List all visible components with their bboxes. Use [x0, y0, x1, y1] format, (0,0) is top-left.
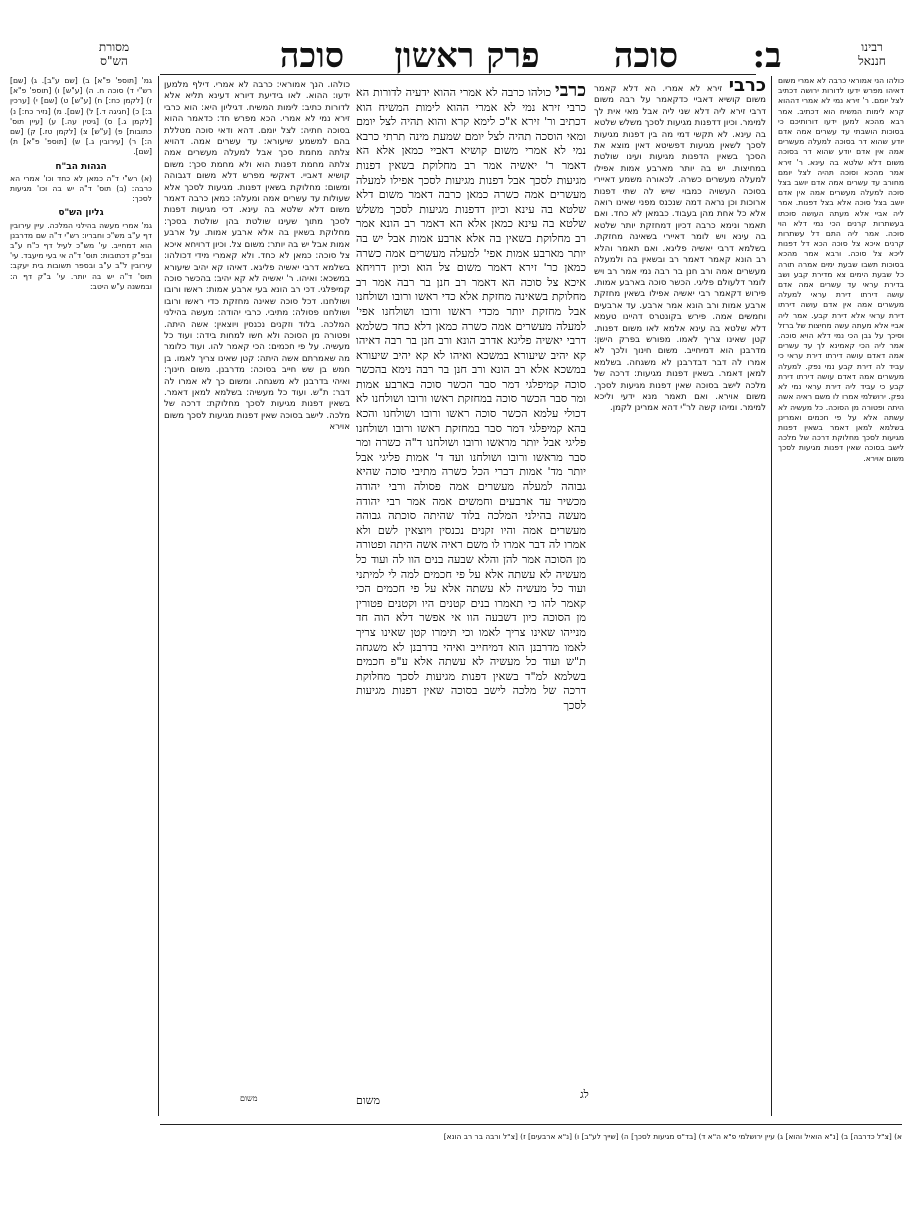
margin-notes-column: [10, 76, 152, 1112]
daf-number: ב:: [752, 36, 782, 76]
rashi-column: [164, 80, 350, 1080]
catchword: משום: [356, 1094, 380, 1107]
hagahot-habach-body: (א) רש"י ד"ה כמאן לא כחד וכו' אמרי הא כרבה: (ב) תוס' ד"ה יש בה וכו' מגיעות לסכך:: [10, 173, 152, 204]
tractate-name-left: סוכה: [279, 36, 345, 76]
masoret-hashas-label: מסורת הש"ס: [98, 40, 130, 68]
tractate-name-right: סוכה: [613, 36, 679, 76]
page-header: [0, 30, 914, 74]
masoret-hashas-body: גמ' [תוספ' פ"א] ב) [שם ע"ב]. ג) [שם] רש"י ד) סוכה ח. ה) [ע"ש] ו) [תוספ' פ"א] ז) [לקמן כח:] ח) [ע"ש] ט) [שם] י) [ערכין ב:] כ) [חגיגה ד.] ל) [שם]. מ) [נזיר כח:] נ) [לקמן ג.] ס) [גיטין עה.] ע) [עיין תוס' כתובות] פ) [ע"ש] צ) [לקמן טז.] ק) [שם ה:] ר) [עירובין ג.] ש) [תוספ' פ"א] ת) [שם].: [10, 76, 152, 157]
gemara-paragraph: [356, 84, 586, 714]
gilyon-hashas-title: גליון הש"ס: [58, 208, 104, 219]
tosafot-opening-word: כרבי: [728, 80, 766, 96]
page-marker: לג: [580, 1088, 589, 1101]
column-divider: [771, 76, 772, 1116]
header-rule: [160, 74, 756, 75]
tosafot-paragraph: [594, 80, 766, 415]
footnote-rule: [160, 1124, 902, 1125]
column-divider: [158, 76, 159, 1116]
gemara-column: [356, 84, 586, 1084]
rabbeinu-chananel-column: [778, 76, 904, 1112]
gemara-body: כולהו כרבה לא אמרי ההוא ידעיה לדורות הא כרבי זירא נמי לא אמרי ההוא לימות המשיח הוא דכתיב ור' זירא א"כ לימא קרא והוא תהיה לצל יומם ומאי הוסכה תהיה לצל יומם שמעת מינה תרתי כרבא נמי לא אמרי משום קושיא דאביי כמאן אלא הא דאמר ר' יאשיה אמר רב מחלוקת בשאין דפנות מגיעות לסכך אבל דפנות מגיעות לסכך אפילו למעלה מעשרים אמה כשרה כמאן כרבה דאמר משום דלא שלטא בה עינא וכיון דדפנות מגיעות לסכך משלש שלטא בה עינא כמאן אלא הא דאמר רב הונא אמר רב מחלוקת בשאין בה אלא ארבע אמות אבל יש בה יותר מארבע אמות אפי' למעלה מעשרים אמה כשרה כמאן כר' זירא דאמר משום צל הוא וכיון דרויחא איכא צל סוכה הא דאמר רב חנן בר רבה אמר רב מחלוקת בשאינה מחזקת אלא כדי ראשו ורובו ושולחנו אבל מחזקת יותר מכדי ראשו ורובו ושולחנו אפי' למעלה מעשרים אמה כשרה כמאן דלא כחד כשלמא דרבי יאשיה פליגא אדרב הונא ורב חנן בר רבה דאיהו קא יהיב שיעורא במשכא ואיהו לא קא יהיב שיעורא במשכא אלא רב הונא ורב חנן בר רבה נימא בהכשר סוכה קמיפלגי דמר סבר הכשר סוכה בארבע אמות ומר סבר הכשר סוכה במחזקת ראשו ורובו ושולחנו לא דכולי עלמא הכשר סוכה ראשו ורובו ושולחנו והכא בהא קמיפלגי דמר סבר במחזקת ראשו ורובו ושולחנו פליגי אבל יותר מראשו ורובו ושולחנו ד"ה כשרה ומר סבר מראשו ורובו ושולחנו ועד ד' אמות פליגי אבל יותר מד' אמות דברי הכל כשרה מתיבי סוכה שהיא גבוהה למעלה מעשרים אמה פסולה ורבי יהודה מכשיר עד ארבעים וחמשים אמה אמר רבי יהודה מעשה בהילני המלכה בלוד שהיתה סוכתה גבוהה מעשרים אמה והיו זקנים נכנסין ויוצאין לשם ולא אמרו לה דבר אמרו לו משם ראיה אשה היתה ופטורה מן הסוכה אמר להן והלא שבעה בנים הוו לה ועוד כל מעשיה לא עשתה אלא על פי חכמים למה לי למיתני ועוד כל מעשיה לא עשתה אלא על פי חכמים הכי קאמר להו כי תאמרו בנים קטנים היו וקטנים פטורין מן הסוכה כיון דשבעה הוו אי אפשר דלא הוה חד מנייהו שאינו צריך לאמו וכי תימרו קטן שאינו צריך לאמו מדרבנן הוא דמיחייב ואיהי בדרבנן לא משגחה ת"ש ועוד כל מעשיה לא עשתה אלא ע"פ חכמים בשלמא למ"ד בשאין דפנות מגיעות לסכך מחלוקת דרכה של מלכה לישב בסוכה שאין דפנות מגיעות לסכך: [356, 86, 586, 712]
tosafot-column: [594, 80, 766, 1080]
rabbeinu-chananel-body: כולהו הני אמוראי כרבה לא אמרי משום דאיהו מפרש ידעו לדורות ירושה דכתיב לצל יומם. ר' זירא נמי לא אמרי דההוא קרא לימות המשיח הוא דכתיב. אמר רבא מהכא למען ידעו דורותיכם כי בסוכות הושבתי עד עשרים אמה אדם יודע שהוא דר בסוכה למעלה מעשרים אמה אין אדם יודע שהוא דר בסוכה משום דלא שלטא בה עינא. ר' זירא אמר מהכא וסוכה תהיה לצל יומם מחורב עד עשרים אמה אדם יושב בצל סוכה למעלה מעשרים אמה אין אדם יושב בצל סוכה אלא בצל דפנות. אמר ליה אביי אלא מעתה העושה סוכתו בעשתרות קרנים הכי נמי דלא הוי סוכה. אמר ליה התם דל עשתרות קרנים איכא צל סוכה הכא דל דפנות ליכא צל סוכה. ורבא אמר מהכא בסוכות תשבו שבעת ימים אמרה תורה כל שבעת הימים צא מדירת קבע ושב בדירת עראי עד עשרים אמה אדם עושה דירתו דירת עראי למעלה מעשרים אמה אין אדם עושה דירתו דירת עראי אלא דירת קבע. אמר ליה אביי אלא מעתה עשה מחיצות של ברזל וסיכך על גבן הכי נמי דלא הויא סוכה. אמר ליה הכי קאמינא לך עד עשרים אמה דאדם עושה דירתו דירת עראי כי עביד לה דירת קבע נמי נפק. למעלה מעשרים אמה דאדם עושה דירתו דירת קבע כי עביד ליה דירת עראי נמי לא נפק. ירושלמי אמרו לו משם ראיה אשה היתה ופטורה מן הסוכה. כל מעשיה לא עשתה אלא על פי חכמים ואמרינן בשלמא למאן דאמר בשאין דפנות מגיעות לסכך מחלוקת דרכה של מלכה לישב בסוכה שאין דפנות מגיעות לסכך משום אוירא.: [778, 76, 904, 463]
rashi-catchword: משום: [240, 1094, 258, 1103]
chapter-title: פרק ראשון: [394, 36, 540, 76]
gemara-opening-word: כרבי: [554, 84, 586, 101]
rabbeinu-chananel-label: רבינו חננאל: [858, 40, 886, 68]
rashi-body: כולהו. הנך אמוראי: כרבה לא אמרי. דילף מלמען ידעו: ההוא. לאו בידיעת דיורא דעינא תליא אלא לדורות כתיב: לימות המשיח. דגיליון היא: הוא כרבי זירא נמי לא אמרי. הכא מפרש חד: כדאמר ההוא בסוכה חתיה: לצל יומם. דהא ודאי סוכה מטללת בהם למשמע שיעורא: עד עשרים אמה. דהויא צלתה מחמת סכך אבל למעלה מעשרים אמה צלתה מחמת דפנות הוא ולא מחמת סכך: משום קושיא דאביי. דאקשי מפרש דלא משום דגבוהה ומשום: מחלוקת בשאין דפנות. מגיעות לסכך אלא שעולות עד עשרים אמה ומעלה: כמאן כרבה דאמר משום דלא שלטא בה עינא. דכי מגיעות דפנות לסכך מתוך שעינו שולטת בהן שולטת בסכך: מחלוקת בשאין בה אלא ארבע אמות. על ארבע אמות אבל יש בה יותר: משום צל. וכיון דרויחא איכא צל סוכה: כמאן לא כחד. ולא קאמרי מידי דכולהו: בשלמא דרבי יאשיה פליגא. דאיהו קא יהיב שיעורא במשכא: ואיהו. ר' יאשיה לא קא יהיב: בהכשר סוכה קמיפלגי. דכי רב הונא בעי ארבע אמות: ראשו ורובו ושולחנו. דכל סוכה שאינה מחזקת כדי ראשו ורובו ושולחנו פסולה: מתיבי. כרבי יהודה: מעשה בהילני המלכה. בלוד וזקנים נכנסין ויוצאין: אשה היתה. ופטורה מן הסוכה ולא חשו למחות בידה: ועוד כל מעשיה. על פי חכמים: הכי קאמר להו. ועוד כלומר מה שאמרתם אשה היתה: קטן שאינו צריך לאמו. בן חמש בן שש חייב בסוכה: מדרבנן. משום חינוך: ואיהי בדרבנן לא משגחה. ומשום כך לא אמרו לה דבר: ת"ש. ועוד כל מעשיה: בשלמא למאן דאמר. בשאין דפנות מגיעות לסכך מחלוקת: דרכה של מלכה. לישב בסוכה שאין דפנות מגיעות לסכך משום אוירא: [164, 80, 350, 433]
footnote: א) [צ"ל כדרבה] ב) [נ"א הואיל והוא] ג) עיין ירושלמי פ"א ה"א ד) [בד"ס מגיעות לסכך] ה) [שייך לע"ב] ו) [נ"א ארבעים] ז) [צ"ל ורבה בר רב הונא]: [443, 1132, 902, 1141]
gilyon-hashas-body: גמ' אמרי מעשה בהילני המלכה. עיין עירובין דף ע"ב מש"כ וחבריו: רש"י ד"ה שם מדרבנן הוא דמחייב. עי' מש"כ לעיל דף כ"ח ע"ב ובפ"ק דכתובות: תוס' ד"ה אי בעי מיעבד. עי' עירובין ל"ב ע"ב ובספר תשובות בית יעקב: תוס' ד"ה יש בה יותר. עי' ב"ק דף ה: ובמשנה ע"ש היטב:: [10, 220, 152, 291]
tosafot-body: זירא לא אמרי. הא דלא קאמר משום קושיא דאביי כדקאמר על רבה משום דרבי זירא ליה דלא שני ליה אבל מאי אית לך למימר. וכיון דדפנות מגיעות לסכך משלש שלטא בה עינא. לא תקשי דמי מה בין דפנות מגיעות לסכך לשאין מגיעות דפשיטא דאין מוצא את הסכך בשאין הדפנות מגיעות ועינו שולטת במחיצות. יש בה יותר מארבע אמות אפילו למעלה מעשרים כשרה. לכאורה משמע דאיירי בסוכה העשויה כמבוי שיש לה שתי דפנות ארוכות וכן נראה דמה שנכנס מפני שאינו רואה אלא כל אחת מהן בעבוד. כבמאן לא כחד. ואם תאמר ונימא כרבה דכיון דמחזקת יותר שלטא בה עינא ויש לומר דאיירי בשאינה מחזקת. בשלמא דרבי יאשיה פליגא. ואם תאמר והלא רב הונא קאמר דאמר רב ובשאין בה ולמעלה מעשרים אמה ורב חנן בר רבה נמי אמר רב ויש לומר דלעולם פליגי. הכשר סוכה בארבע אמות. פירוש דקאמר רבי יאשיה אפילו בשאין מחזקת ארבע אמות ורב הונא אמר ארבע. עד ארבעים וחמשים אמה. פירש בקונטרס דהיינו טעמא דלא שלטא בה עינא אלמא לאו משום דפנות. קטן שאינו צריך לאמו. מפורש בפרק הישן: מדרבנן הוא דמיחייב. משום חינוך ולכך לא אמרו לה דבר דבדרבנן לא משגחה. בשלמא למאן דאמר. בשאין דפנות מגיעות: דרכה של מלכה לישב בסוכה שאין דפנות מגיעות לסכך. משום אוירא. ואם תאמר מנא ידעי וליכא למימר. ומיהו קשה לר"י דהא אמרינן לקמן.: [594, 84, 766, 414]
hagahot-habach-title: הגהות הב"ח: [55, 161, 107, 172]
